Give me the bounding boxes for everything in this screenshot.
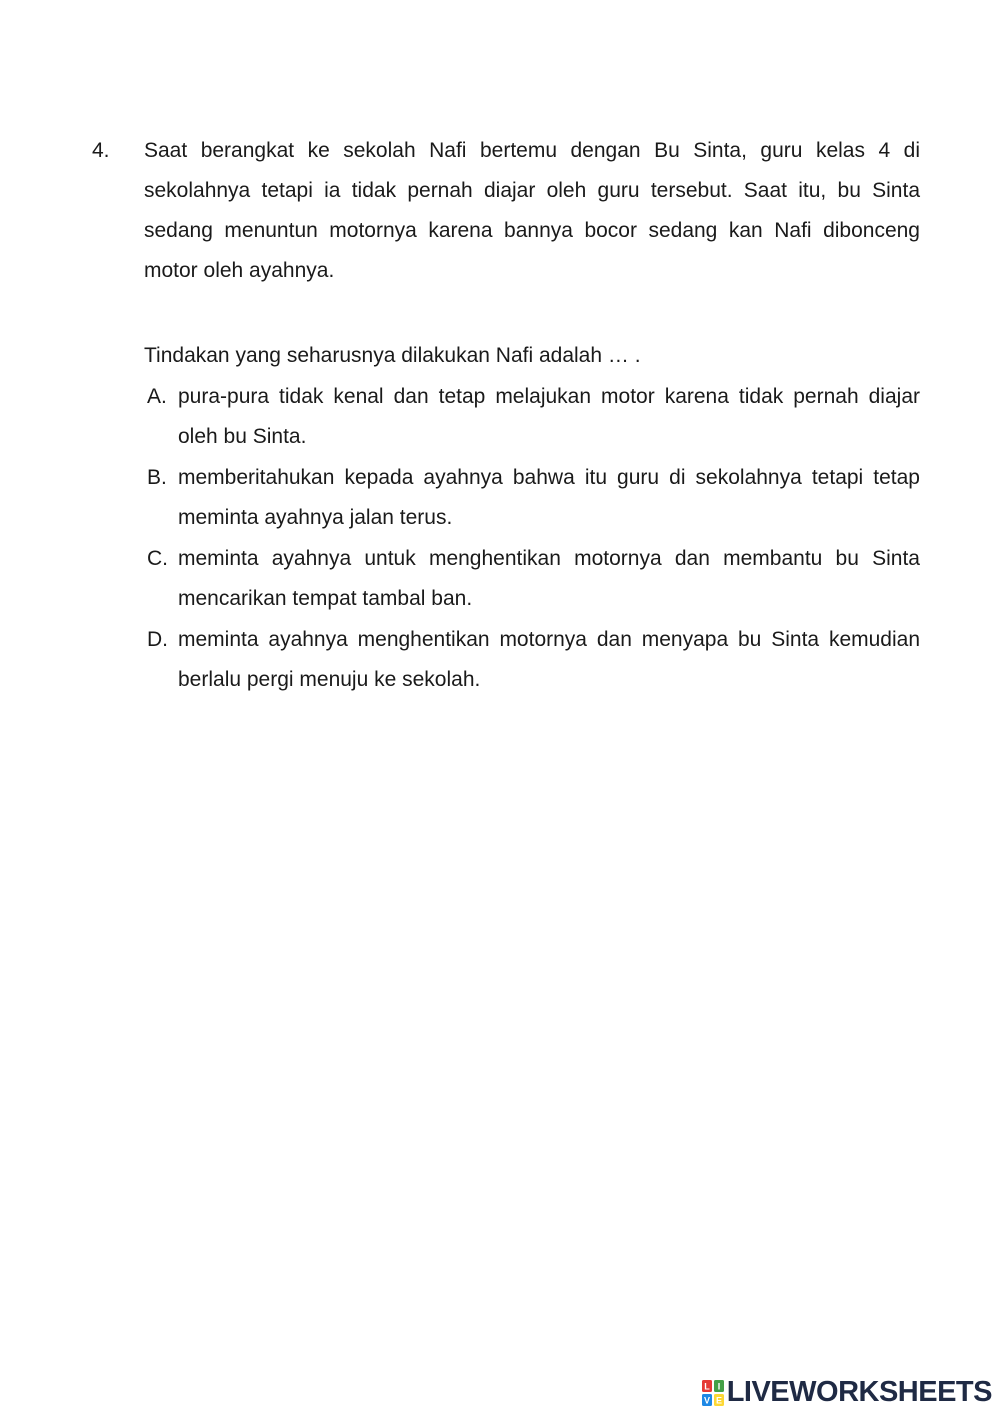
liveworksheets-logo-icon: [702, 1380, 724, 1406]
option-text: memberitahukan kepada ayahnya bahwa itu guru di sekolahnya tetapi tetap meminta ayahnya jalan terus.: [178, 466, 920, 529]
option-c[interactable]: [144, 539, 920, 619]
brand-name: LIVEWORKSHEETS: [726, 1376, 992, 1408]
option-text: meminta ayahnya untuk menghentikan motornya dan membantu bu Sinta mencarikan tempat tambal ban.: [178, 547, 920, 610]
svg-text:L: L: [703, 1381, 710, 1391]
option-letter: D.: [147, 628, 168, 651]
option-a[interactable]: [144, 377, 920, 457]
svg-text:E: E: [715, 1395, 722, 1405]
liveworksheets-logo[interactable]: [702, 1376, 992, 1409]
svg-text:V: V: [703, 1395, 710, 1405]
option-letter: A.: [147, 385, 167, 408]
option-b[interactable]: [144, 458, 920, 538]
question-prompt: Tindakan yang seharusnya dilakukan Nafi adalah … .: [144, 344, 641, 367]
answer-options: [144, 377, 920, 700]
svg-text:I: I: [717, 1381, 720, 1391]
option-letter: B.: [147, 466, 167, 489]
question-number: 4.: [92, 139, 110, 162]
option-letter: C.: [147, 547, 168, 570]
question-body: [144, 131, 920, 701]
question-text: Saat berangkat ke sekolah Nafi bertemu dengan Bu Sinta, guru kelas 4 di sekolahnya tetapi ia tidak pernah diajar oleh guru tersebut. Saat itu, bu Sinta sedang menuntun motornya karena bannya bocor sedang kan Nafi dibonceng motor oleh ayahnya.: [144, 139, 920, 282]
option-text: pura-pura tidak kenal dan tetap melajukan motor karena tidak pernah diajar oleh bu Sinta.: [178, 385, 920, 448]
option-d[interactable]: [144, 620, 920, 700]
option-text: meminta ayahnya menghentikan motornya dan menyapa bu Sinta kemudian berlalu pergi menuju ke sekolah.: [178, 628, 920, 691]
